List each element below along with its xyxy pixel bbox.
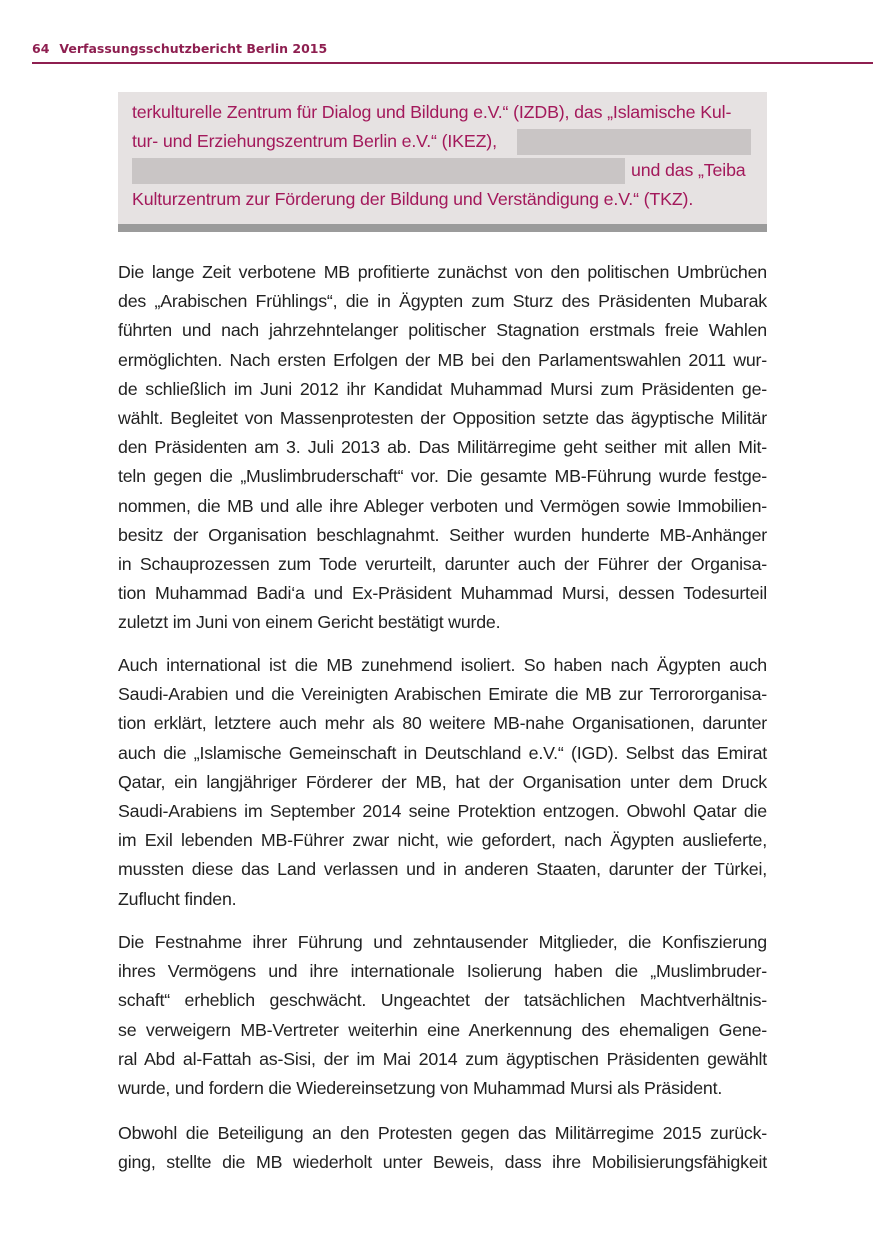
paragraph-1: [118, 258, 767, 637]
text-line: se verweigern MB-Vertreter weiterhin eine Anerkennung des ehemaligen Gene-: [118, 1019, 767, 1040]
text-line: Obwohl die Beteiligung an den Protesten gegen das Militärregime 2015 zurück-: [118, 1123, 767, 1143]
text-line: auch die „Islamische Gemeinschaft in Deutschland e.V.“ (IGD). Selbst das Emirat: [118, 742, 767, 763]
header-title: Verfassungsschutzbericht Berlin 2015: [59, 41, 328, 56]
text-line: zuletzt im Juni von einem Gericht bestätigt wurde.: [118, 612, 501, 633]
paragraph-3: [118, 928, 767, 1103]
box-line-1: terkulturelle Zentrum für Dialog und Bildung e.V.“ (IZDB), das „Islamische Kul-: [132, 102, 732, 122]
running-header: [32, 40, 873, 64]
highlight-box: [118, 92, 767, 232]
text-line: Qatar, ein langjähriger Förderer der MB, hat der Organisation unter dem Druck: [118, 771, 767, 792]
text-line: besitz der Organisation beschlagnahmt. Seither wurden hunderte MB-Anhänger: [118, 524, 767, 545]
text-line: im Exil lebenden MB-Führer zwar nicht, wie gefordert, nach Ägypten auslieferte,: [118, 830, 767, 851]
text-line: schaft“ erheblich geschwächt. Ungeachtet der tatsächlichen Machtverhältnis-: [118, 990, 767, 1011]
text-line: ihres Vermögens und ihre internationale Isolierung haben die „Muslimbruder-: [118, 961, 767, 982]
text-line: Auch international ist die MB zunehmend isoliert. So haben nach Ägypten auch: [118, 655, 767, 675]
text-line: den Präsidenten am 3. Juli 2013 ab. Das Militärregime geht seither mit allen Mit-: [118, 437, 767, 458]
text-line: wählt. Begleitet von Massenprotesten der Opposition setzte das ägyptische Militär: [118, 407, 767, 428]
text-line: Die Festnahme ihrer Führung und zehntausender Mitglieder, die Konfiszierung: [118, 932, 767, 952]
text-line: Saudi-Arabien und die Vereinigten Arabischen Emirate die MB zur Terrororganisa-: [118, 684, 767, 705]
text-line: führten und nach jahrzehntelanger politischer Stagnation erstmals freie Wahlen: [118, 320, 767, 341]
box-line-3: und das „Teiba: [631, 160, 746, 180]
box-line-4: Kulturzentrum zur Förderung der Bildung und Verständigung e.V.“ (TKZ).: [132, 189, 694, 209]
redaction-block: [132, 158, 625, 184]
text-line: in Schauprozessen zum Tode verurteilt, darunter auch der Führer der Organisa-: [118, 553, 767, 574]
page-number: 64: [32, 41, 50, 56]
text-line: tion Muhammad Badi‘a und Ex-Präsident Muhammad Mursi, dessen Todesurteil: [118, 583, 767, 604]
text-line: ral Abd al-Fattah as-Sisi, der im Mai 2014 zum ägyptischen Präsidenten gewählt: [118, 1048, 767, 1069]
text-line: tion erklärt, letztere auch mehr als 80 weitere MB-nahe Organisationen, darunter: [118, 713, 767, 734]
text-line: Zuflucht finden.: [118, 888, 237, 909]
text-line: mussten diese das Land verlassen und in anderen Staaten, darunter der Türkei,: [118, 859, 767, 880]
paragraph-2: [118, 651, 767, 914]
text-line: Die lange Zeit verbotene MB profitierte zunächst von den politischen Umbrüchen: [118, 262, 767, 282]
text-line: wurde, und fordern die Wiedereinsetzung von Muhammad Mursi als Präsident.: [118, 1077, 723, 1098]
text-line: ermöglichten. Nach ersten Erfolgen der MB bei den Parlamentswahlen 2011 wur-: [118, 349, 767, 370]
text-line: ging, stellte die MB wiederholt unter Beweis, dass ihre Mobilisierungsfähigkeit: [118, 1152, 767, 1173]
text-line: teln gegen die „Muslimbruderschaft“ vor. Die gesamte MB-Führung wurde festge-: [118, 466, 767, 487]
box-line-2: tur- und Erziehungszentrum Berlin e.V.“ (IKEZ),: [132, 131, 497, 151]
redaction-block: [517, 129, 751, 155]
text-line: de schließlich im Juni 2012 ihr Kandidat Muhammad Mursi zum Präsidenten ge-: [118, 378, 767, 399]
text-line: nommen, die MB und alle ihre Ableger verboten und Vermögen sowie Immobilien-: [118, 495, 767, 516]
paragraph-4: [118, 1119, 767, 1177]
text-line: Saudi-Arabiens im September 2014 seine Protektion entzogen. Obwohl Qatar die: [118, 800, 767, 821]
text-line: des „Arabischen Frühlings“, die in Ägypten zum Sturz des Präsidenten Mubarak: [118, 291, 767, 312]
